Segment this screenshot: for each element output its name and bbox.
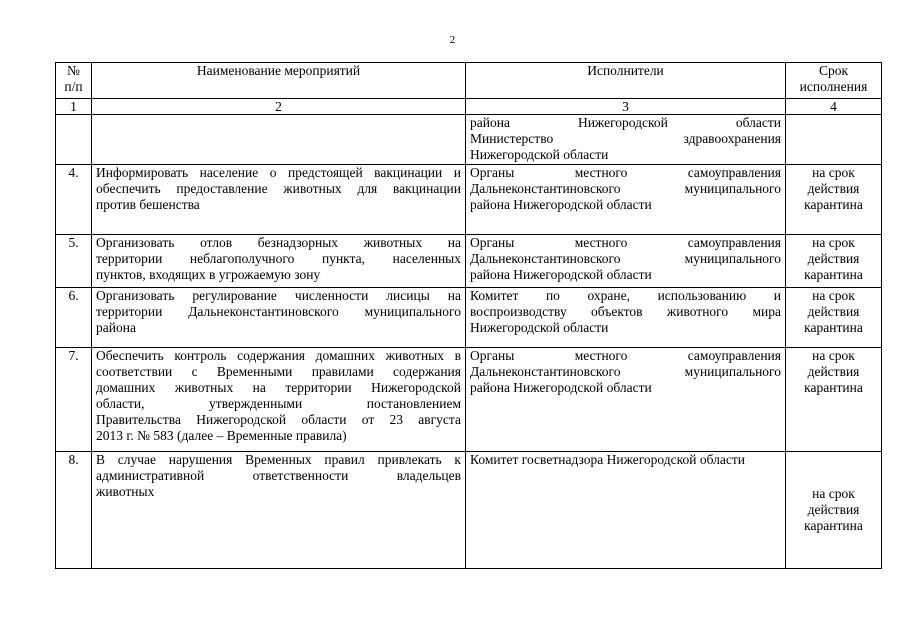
row-number: 4. [56,165,92,235]
executors [466,165,786,235]
executors-line: Дальнеконстантиновского муниципального [470,251,781,266]
measure-name [92,115,466,165]
name-line: домашних животных на территории Нижегородской [96,380,461,395]
executors-line: Комитет по охране, использованию и [470,288,781,303]
deadline-line: на срок [812,348,855,363]
name-line: административной ответственности владельцев [96,468,461,483]
row-number [56,115,92,165]
deadline-line: карантина [804,518,863,533]
table-row [56,115,882,165]
table-row [56,452,882,569]
name-line: территории неблагополучного пункта, населенных [96,251,461,266]
column-index: 3 [466,99,786,115]
measures-table [55,62,882,569]
name-line: района [96,320,136,335]
executors-line: воспроизводству объектов животного мира [470,304,781,319]
name-line: пунктов, входящих в угрожаемую зону [96,267,321,282]
header-name: Наименование мероприятий [92,63,466,99]
deadline-line: на срок [812,486,855,501]
table-header-row [56,63,882,99]
measure-name [92,165,466,235]
table-row [56,288,882,348]
executors-line: Органы местного самоуправления [470,165,781,180]
column-index: 4 [786,99,882,115]
deadline-line: действия [807,502,860,517]
name-line: В случае нарушения Временных правил привлекать к [96,452,461,467]
executors-line: района Нижегородской области [470,115,781,130]
header-num-line: п/п [64,79,83,94]
table-row [56,235,882,288]
executors [466,452,786,569]
executors-line: Комитет госветнадзора Нижегородской области [470,452,745,467]
measure-name [92,235,466,288]
measure-name [92,348,466,452]
deadline [786,288,882,348]
deadline-line: на срок [812,165,855,180]
name-line: Правительства Нижегородской области от 23 августа [96,412,461,427]
deadline [786,235,882,288]
deadline-line: карантина [804,380,863,395]
executors-line: Дальнеконстантиновского муниципального [470,364,781,379]
table-row [56,165,882,235]
deadline-line: действия [807,304,860,319]
name-line: территории Дальнеконстантиновского муниципального [96,304,461,319]
measure-name [92,452,466,569]
page-number: 2 [449,34,456,46]
executors [466,115,786,165]
row-number: 5. [56,235,92,288]
executors [466,288,786,348]
deadline [786,165,882,235]
row-number: 7. [56,348,92,452]
name-line: Обеспечить контроль содержания домашних животных в [96,348,461,363]
column-index: 1 [56,99,92,115]
executors-line: района Нижегородской области [470,267,652,282]
executors-line: Министерство здравоохранения [470,131,781,146]
name-line: 2013 г. № 583 (далее – Временные правила) [96,428,347,443]
deadline-line: карантина [804,320,863,335]
executors-line: Нижегородской области [470,147,609,162]
name-line: животных [96,484,155,499]
executors-line: района Нижегородской области [470,197,652,212]
header-executors: Исполнители [466,63,786,99]
executors-line: Органы местного самоуправления [470,235,781,250]
header-num-line: № [67,63,80,78]
deadline-line: действия [807,251,860,266]
row-number: 6. [56,288,92,348]
row-number: 8. [56,452,92,569]
name-line: против бешенства [96,197,200,212]
name-line: Организовать регулирование численности лисицы на [96,288,461,303]
name-line: Информировать население о предстоящей вакцинации и [96,165,461,180]
name-line: Организовать отлов безнадзорных животных на [96,235,461,250]
column-index: 2 [92,99,466,115]
deadline [786,115,882,165]
deadline-line: карантина [804,267,863,282]
executors-line: Дальнеконстантиновского муниципального [470,181,781,196]
header-deadline [786,63,882,99]
deadline-line: на срок [812,288,855,303]
measure-name [92,288,466,348]
executors [466,235,786,288]
executors [466,348,786,452]
executors-line: Нижегородской области [470,320,609,335]
executors-line: района Нижегородской области [470,380,652,395]
deadline-line: на срок [812,235,855,250]
name-line: соответствии с Временными правилами содержания [96,364,461,379]
executors-line: Органы местного самоуправления [470,348,781,363]
deadline-line: карантина [804,197,863,212]
deadline [786,452,882,569]
column-index-row [56,99,882,115]
table-body [56,115,882,569]
header-deadline-line: исполнения [799,79,868,94]
deadline-line: действия [807,364,860,379]
name-line: области, утвержденными постановлением [96,396,461,411]
table-row [56,348,882,452]
name-line: обеспечить предоставление животных для вакцинации [96,181,461,196]
deadline-line: действия [807,181,860,196]
header-deadline-line: Срок [818,63,849,78]
deadline [786,348,882,452]
header-num [56,63,92,99]
